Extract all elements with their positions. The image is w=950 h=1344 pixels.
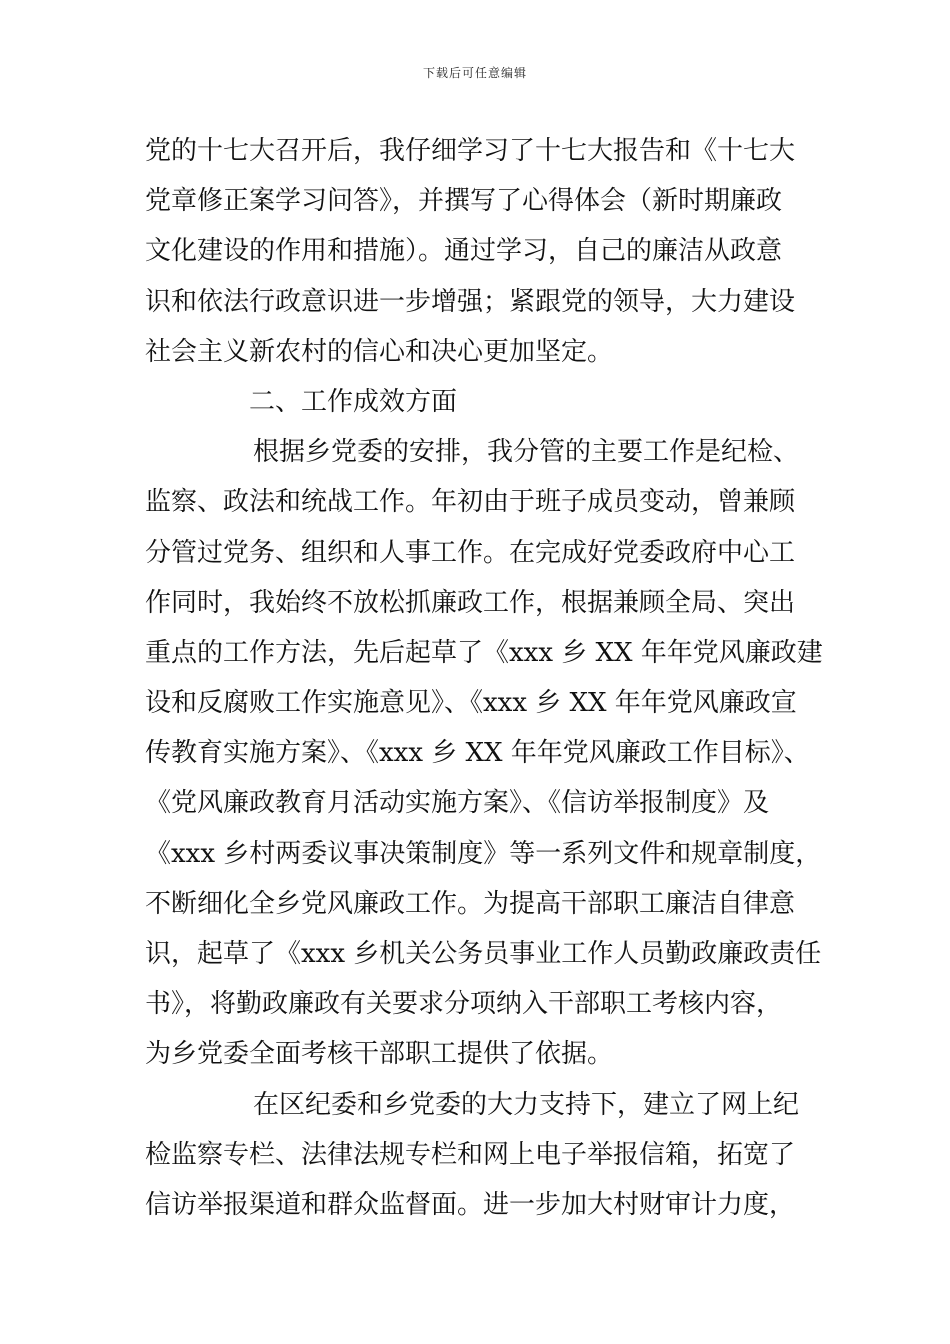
text-line: 设和反腐败工作实施意见》、《xxx 乡 XX 年年党风廉政宣: [145, 688, 797, 719]
text-line: 作同时，我始终不放松抓廉政工作，根据兼顾全局、突出: [145, 587, 796, 618]
text-line: 社会主义新农村的信心和决心更加坚定。: [145, 336, 614, 367]
text-line: 《xxx 乡村两委议事决策制度》等一系列文件和规章制度，: [145, 838, 822, 869]
text-line: 根据乡党委的安排，我分管的主要工作是纪检、: [253, 437, 800, 468]
text-line: 不断细化全乡党风廉政工作。为提高干部职工廉洁自律意: [145, 888, 796, 919]
text-line: 传教育实施方案》、《xxx 乡 XX 年年党风廉政工作目标》、: [145, 738, 810, 769]
text-line: 在区纪委和乡党委的大力支持下，建立了网上纪: [253, 1089, 800, 1120]
text-line: 书》，将勤政廉政有关要求分项纳入干部职工考核内容，: [145, 989, 783, 1020]
text-line: 党章修正案学习问答》，并撰写了心得体会（新时期廉政: [145, 186, 783, 217]
section-heading: 二、工作成效方面: [249, 386, 458, 417]
document-body: [145, 126, 825, 1230]
text-line: 《党风廉政教育月活动实施方案》、《信访举报制度》及: [145, 788, 770, 819]
header-note: 下载后可任意编辑: [422, 66, 527, 80]
text-line: 分管过党务、组织和人事工作。在完成好党委政府中心工: [145, 537, 796, 568]
text-line: 为乡党委全面考核干部职工提供了依据。: [145, 1039, 614, 1070]
text-line: 识，起草了《xxx 乡机关公务员事业工作人员勤政廉政责任: [145, 939, 822, 969]
text-line: 信访举报渠道和群众监督面。进一步加大村财审计力度，: [145, 1189, 796, 1220]
text-line: 检监察专栏、法律法规专栏和网上电子举报信箱，拓宽了: [145, 1139, 796, 1170]
text-line: 监察、政法和统战工作。年初由于班子成员变动，曾兼顾: [145, 487, 796, 518]
text-line: 重点的工作方法，先后起草了《xxx 乡 XX 年年党风廉政建: [145, 637, 823, 668]
text-line: 文化建设的作用和措施）。通过学习，自己的廉洁从政意: [145, 236, 783, 267]
text-line: 党的十七大召开后，我仔细学习了十七大报告和《十七大: [145, 136, 796, 166]
text-line: 识和依法行政意识进一步增强；紧跟党的领导，大力建设: [145, 286, 796, 317]
